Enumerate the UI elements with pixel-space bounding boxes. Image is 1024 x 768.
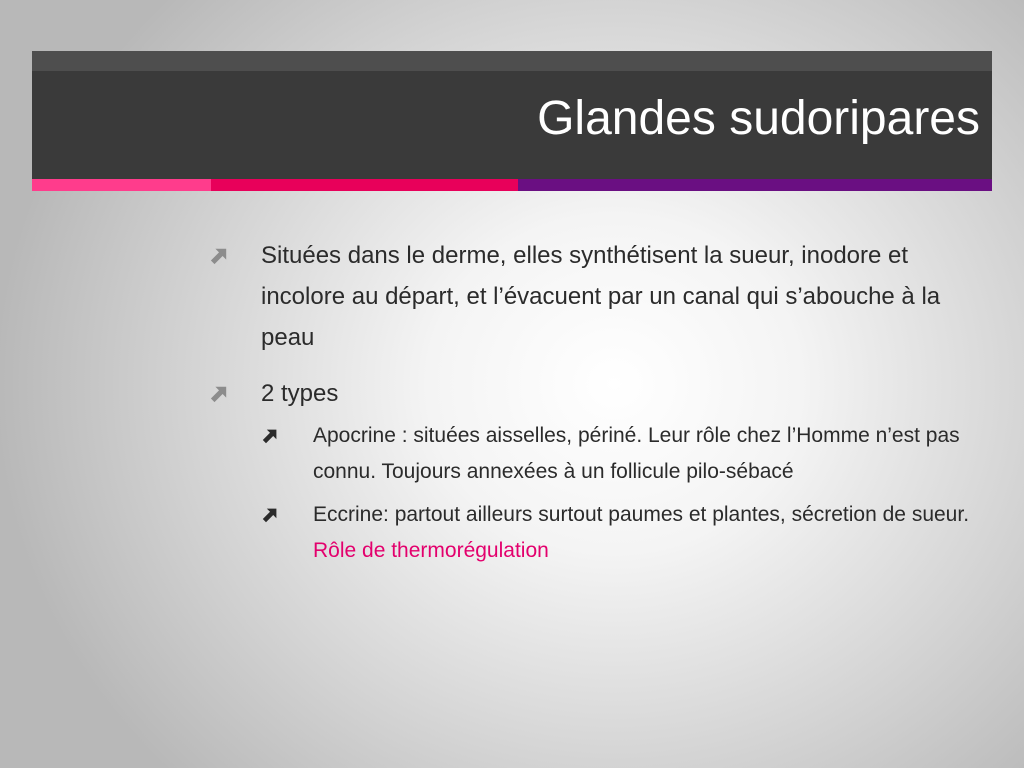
sub-bullet-text: Eccrine: partout ailleurs surtout paumes et plantes, sécretion de sueur.	[313, 503, 970, 526]
sub-bullet-text: Apocrine : situées aisselles, périné. Leur rôle chez l’Homme n’est pas connu. Toujours annexées à un follicule pilo-sébacé	[313, 424, 960, 483]
sub-bullet-item	[262, 418, 980, 490]
arrow-up-right-icon	[210, 385, 228, 403]
slide-content	[210, 242, 980, 583]
title-bar-top-band	[32, 51, 992, 71]
arrow-up-right-icon	[262, 428, 278, 444]
highlighted-text: Rôle de thermorégulation	[313, 539, 549, 562]
accent-strip	[32, 179, 992, 191]
bullet-text: Situées dans le derme, elles synthétisent la sueur, inodore et incolore au départ, et l’évacuent par un canal qui s’abouche à la peau	[261, 242, 941, 351]
accent-segment-purple	[518, 179, 992, 191]
bullet-text: 2 types	[261, 380, 339, 407]
slide-title: Glandes sudoripares	[537, 92, 980, 145]
arrow-up-right-icon	[262, 507, 278, 523]
arrow-up-right-icon	[210, 247, 228, 265]
bullet-item	[210, 373, 980, 414]
bullet-item	[210, 235, 980, 358]
sub-bullet-item	[262, 497, 980, 569]
accent-segment-pink	[32, 179, 211, 191]
title-bar	[32, 51, 992, 179]
accent-segment-magenta	[211, 179, 518, 191]
